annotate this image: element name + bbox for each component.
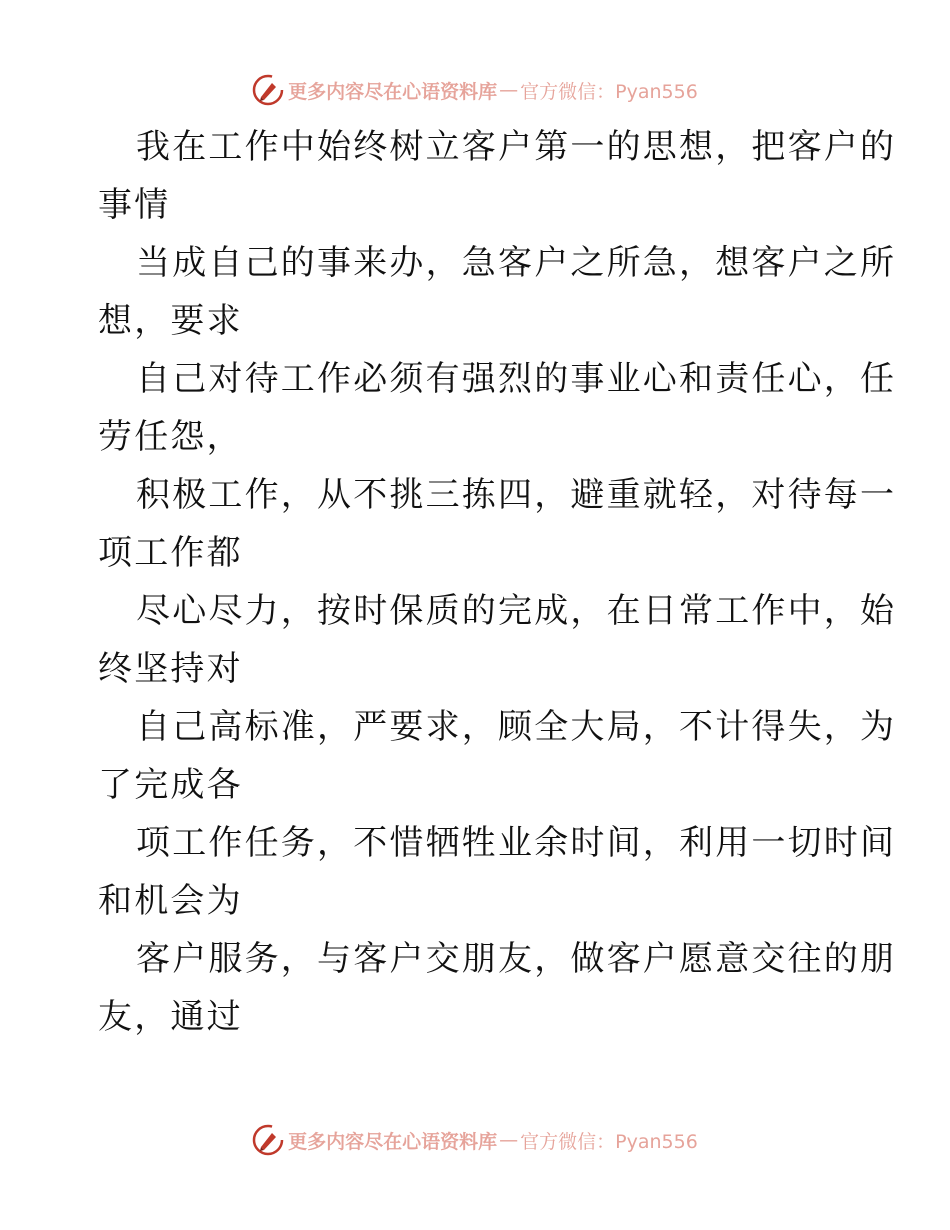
paragraph-line: 事情 xyxy=(98,185,171,225)
document-body xyxy=(98,118,897,1046)
paragraph-line: 和机会为 xyxy=(98,881,243,921)
pen-nib-icon xyxy=(252,74,284,106)
paragraph-line: 了完成各 xyxy=(98,765,243,805)
paragraph-line: 项工作都 xyxy=(98,533,243,573)
paragraph xyxy=(98,582,897,698)
watermark-brand-text: 更多内容尽在心语资料库 xyxy=(288,80,498,103)
paragraph-line: 劳任怨， xyxy=(98,417,243,457)
paragraph-line: 终坚持对 xyxy=(98,649,243,689)
watermark-separator: — xyxy=(499,79,519,101)
paragraph xyxy=(98,698,897,814)
paragraph xyxy=(98,930,897,1046)
footer-watermark xyxy=(0,1120,950,1160)
paragraph-line: 积极工作，从不挑三拣四，避重就轻，对待每一 xyxy=(136,475,897,515)
pen-nib-icon xyxy=(252,1124,284,1156)
watermark-brand-text: 更多内容尽在心语资料库 xyxy=(288,1130,498,1153)
paragraph-line: 我在工作中始终树立客户第一的思想，把客户的 xyxy=(136,127,897,167)
paragraph-line: 友，通过 xyxy=(98,997,243,1037)
paragraph-line: 尽心尽力，按时保质的完成，在日常工作中，始 xyxy=(136,591,897,631)
paragraph xyxy=(98,234,897,350)
paragraph xyxy=(98,118,897,234)
header-watermark xyxy=(0,70,950,110)
paragraph-line: 自己对待工作必须有强烈的事业心和责任心，任 xyxy=(136,359,897,399)
paragraph xyxy=(98,350,897,466)
paragraph-line: 客户服务，与客户交朋友，做客户愿意交往的朋 xyxy=(136,939,897,979)
watermark-contact: 官方微信：Pyan556 xyxy=(520,80,698,103)
watermark-contact: 官方微信：Pyan556 xyxy=(520,1130,698,1153)
paragraph-line: 想，要求 xyxy=(98,301,243,341)
paragraph xyxy=(98,466,897,582)
paragraph-line: 自己高标准，严要求，顾全大局，不计得失，为 xyxy=(136,707,897,747)
paragraph xyxy=(98,814,897,930)
paragraph-line: 当成自己的事来办，急客户之所急，想客户之所 xyxy=(136,243,897,283)
paragraph-line: 项工作任务，不惜牺牲业余时间，利用一切时间 xyxy=(136,823,897,863)
watermark-separator: — xyxy=(499,1129,519,1151)
